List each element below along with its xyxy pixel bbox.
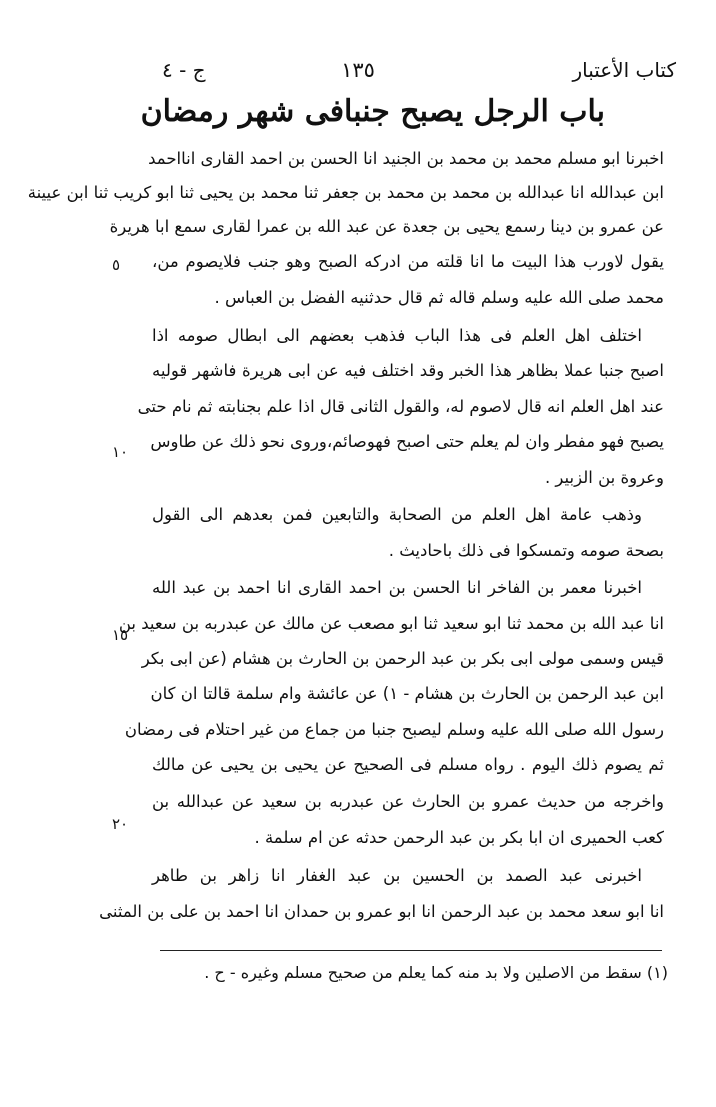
text-line-21: اخبرنى عبد الصمد بن الحسين بن عبد الغفار انا زاهر بن طاهر: [152, 866, 642, 885]
text-line-1: اخبرنا ابو مسلم محمد بن محمد بن الجنيد انا الحسن بن احمد القارى انااحمد: [148, 149, 664, 168]
text-line-3: عن عمرو بن دينا رسمع يحيى بن جعدة عن عبد الله بن عمرا لقارى سمع ابا هريرة: [109, 217, 664, 236]
line-number-10: ١٠: [112, 443, 129, 461]
chapter-title: باب الرجل يصبح جنبافى شهر رمضان: [140, 94, 605, 129]
text-line-2: ابن عبدالله انا عبدالله بن محمد بن محمد بن جعفر ثنا محمد بن يحيى ثنا ابو كريب ثنا ابن عيينة: [27, 183, 664, 202]
text-line-8: عند اهل العلم انه قال لاصوم له، والقول الثانى قال اذا علم بجنابته ثم نام حتى: [137, 397, 664, 416]
text-line-13: اخبرنا معمر بن الفاخر انا الحسن بن احمد القارى انا احمد بن عبد الله: [152, 578, 642, 597]
text-line-9: يصبح فهو مفطر وان لم يعلم حتى اصبح فهوصائم،وروى نحو ذلك عن طاوس: [150, 432, 664, 451]
text-line-17: رسول الله صلى الله عليه وسلم ليصبح جنبا من جماع من غير احتلام فى رمضان: [124, 720, 664, 739]
text-line-10: وعروة بن الزبير .: [544, 468, 664, 487]
line-number-5: ٥: [112, 256, 121, 274]
line-number-15: ١٥: [112, 626, 129, 644]
page-number: ١٣٥: [341, 58, 375, 82]
running-header-book-title: كتاب الأعتبار: [572, 58, 676, 82]
text-line-18: ثم يصوم ذلك اليوم . رواه مسلم فى الصحيح عن يحيى بن يحيى عن مالك: [152, 755, 664, 774]
text-line-6: اختلف اهل العلم فى هذا الباب فذهب بعضهم الى ابطال صومه اذا: [152, 326, 642, 345]
text-line-12: بصحة صومه وتمسكوا فى ذلك باحاديث .: [388, 541, 664, 560]
line-number-20: ٢٠: [112, 815, 129, 833]
text-line-19: واخرجه من حديث عمرو بن الحارث عن عبدربه بن سعيد عن عبدالله بن: [152, 792, 664, 811]
text-line-16: ابن عبد الرحمن بن الحارث بن هشام - ١) عن عائشة وام سلمة قالتا ان كان: [150, 684, 664, 703]
footnote: (١) سقط من الاصلين ولا بد منه كما يعلم من صحيح مسلم وغيره - ح .: [204, 963, 668, 982]
text-line-20: كعب الحميرى ان ابا بكر بن عبد الرحمن حدثه عن ام سلمة .: [254, 828, 664, 847]
text-line-15: قيس وسمى مولى ابى بكر بن عبد الرحمن بن الحارث بن هشام (عن ابى بكر: [141, 649, 664, 668]
text-line-14: انا عبد الله بن محمد ثنا ابو سعيد ثنا ابو مصعب عن مالك عن عبدربه بن سعيد بن: [118, 614, 664, 633]
text-line-11: وذهب عامة اهل العلم من الصحابة والتابعين فمن بعدهم الى القول: [152, 505, 642, 524]
volume-label: ج - ٤: [162, 58, 206, 82]
text-line-7: اصبح جنبا عملا بظاهر هذا الخبر وقد اختلف فيه عن ابى هريرة فاشهر قوليه: [152, 361, 664, 380]
text-line-4: يقول لاورب هذا البيت ما انا قلته من ادركه الصبح وهو جنب فلايصوم من،: [152, 252, 664, 271]
footnote-divider: [160, 950, 662, 951]
text-line-5: محمد صلى الله عليه وسلم قاله ثم قال حدثنيه الفضل بن العباس .: [214, 288, 664, 307]
text-line-22: انا ابو سعد محمد بن عبد الرحمن انا ابو عمرو بن حمدان انا احمد بن على بن المثنى: [99, 902, 664, 921]
